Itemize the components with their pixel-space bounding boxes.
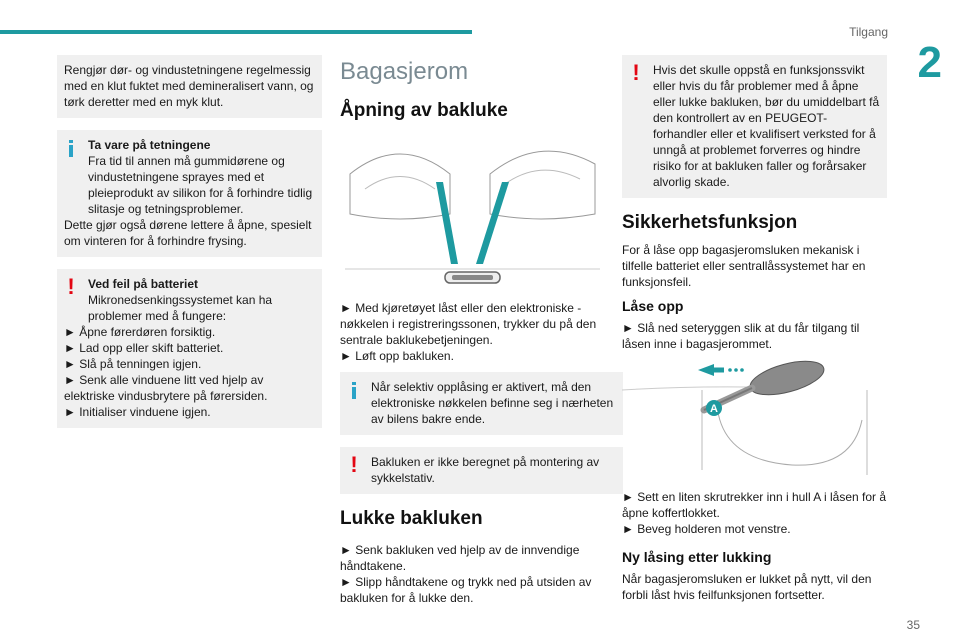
intro-text: Rengjør dør- og vindustetningene regelmessig med en klut fuktet med demineralisert vann, og tørk deretter med en myk klut. xyxy=(64,63,314,109)
safety-text: For å låse opp bagasjeromsluken mekanisk i tilfelle batteriet eller sentrallåssystemet har en funksjonsfeil. xyxy=(622,243,866,289)
car-rear-drawing xyxy=(340,134,605,284)
open-step: ► Med kjøretøyet låst eller den elektroniske -nøkkelen i registreringssonen, trykker du på den sentrale baklukebetjeningen. ► Løft opp bakluken. xyxy=(340,301,597,363)
warn-box-battery xyxy=(57,269,322,428)
warn-box-bike-rack xyxy=(340,447,623,494)
info-icon xyxy=(347,380,361,400)
warn-title: Ved feil på batteriet xyxy=(88,277,199,291)
relock-text: Når bagasjeromsluken er lukket på nytt, vil den forbli låst hvis feilfunksjonen fortsetter. xyxy=(622,572,872,602)
info-icon xyxy=(64,138,78,158)
section-name: Tilgang xyxy=(849,25,888,39)
info-box-seals xyxy=(57,130,322,257)
unlock-text: ► Slå ned seteryggen slik at du får tilgang til låsen inne i bagasjerommet. xyxy=(622,321,860,351)
heading-open-tailgate: Åpning av bakluke xyxy=(340,100,508,121)
info-title: Ta vare på tetningene xyxy=(88,138,211,152)
warn-line: ► Lad opp eller skift batteriet. xyxy=(64,341,224,355)
page-number: 35 xyxy=(906,618,920,632)
warning-icon: ! xyxy=(632,60,640,85)
chapter-number: 2 xyxy=(917,38,942,87)
warning-icon: ! xyxy=(67,274,75,299)
tailgate-illustration xyxy=(340,134,605,284)
heading-unlock: Låse opp xyxy=(622,298,684,314)
info-text: Når selektiv opplåsing er aktivert, må den elektroniske nøkkelen befinne seg i nærheten av bilens bakre ende. xyxy=(371,380,614,426)
warn-text: Hvis det skulle oppstå en funksjonssvikt eller hvis du får problemer med å åpne eller lukke bakluken, bør du umiddelbart få den kontrollert av en PEUGEOT-forhandler eller et kvalifisert verksted for å unngå at problemet forverres og hindre risiko for at bakluken faller og forårsaker alvorlig skade. xyxy=(653,63,880,189)
warning-icon: ! xyxy=(350,452,358,477)
screwdriver-drawing xyxy=(622,360,887,475)
intro-box xyxy=(57,55,322,118)
lock-illustration xyxy=(622,360,887,475)
info-line: Fra tid til annen må gummidørene og vindustetningene sprayes med et pleieprodukt av silikon for å forhindre tidlig slitasje og tetningsproblemer. xyxy=(88,154,313,216)
section-title: Bagasjerom xyxy=(340,58,469,85)
screw-steps: ► Sett en liten skrutrekker inn i hull A i låsen for å åpne koffertlokket. ► Beveg holderen mot venstre. xyxy=(622,490,887,536)
info-line: Dette gjør også dørene lettere å åpne, spesielt om vinteren for å forhindre frysing. xyxy=(64,218,312,248)
warn-line: ► Initialiser vinduene igjen. xyxy=(64,405,211,419)
warn-line: Mikronedsenkingssystemet kan ha problemer med å fungere: xyxy=(88,293,273,323)
label-a: A xyxy=(710,403,718,415)
heading-relock: Ny låsing etter lukking xyxy=(622,549,772,565)
column-1 xyxy=(57,55,322,440)
column-2 xyxy=(340,55,623,614)
heading-close-tailgate: Lukke bakluken xyxy=(340,508,483,529)
warn-box-malfunction xyxy=(622,55,887,198)
warn-line: ► Senk alle vinduene litt ved hjelp av elektriske vindusbrytere på førersiden. xyxy=(64,373,268,403)
heading-safety: Sikkerhetsfunksjon xyxy=(622,212,798,233)
header-accent-bar xyxy=(0,30,472,34)
close-steps: ► Senk bakluken ved hjelp av de innvendige håndtakene. ► Slipp håndtakene og trykk ned på utsiden av bakluken for å lukke den. xyxy=(340,543,592,605)
warn-line: ► Åpne førerdøren forsiktig. xyxy=(64,325,216,339)
column-3 xyxy=(622,55,887,611)
warn-text: Bakluken er ikke beregnet på montering av sykkelstativ. xyxy=(371,455,600,485)
info-box-selective xyxy=(340,372,623,435)
warn-line: ► Slå på tenningen igjen. xyxy=(64,357,202,371)
